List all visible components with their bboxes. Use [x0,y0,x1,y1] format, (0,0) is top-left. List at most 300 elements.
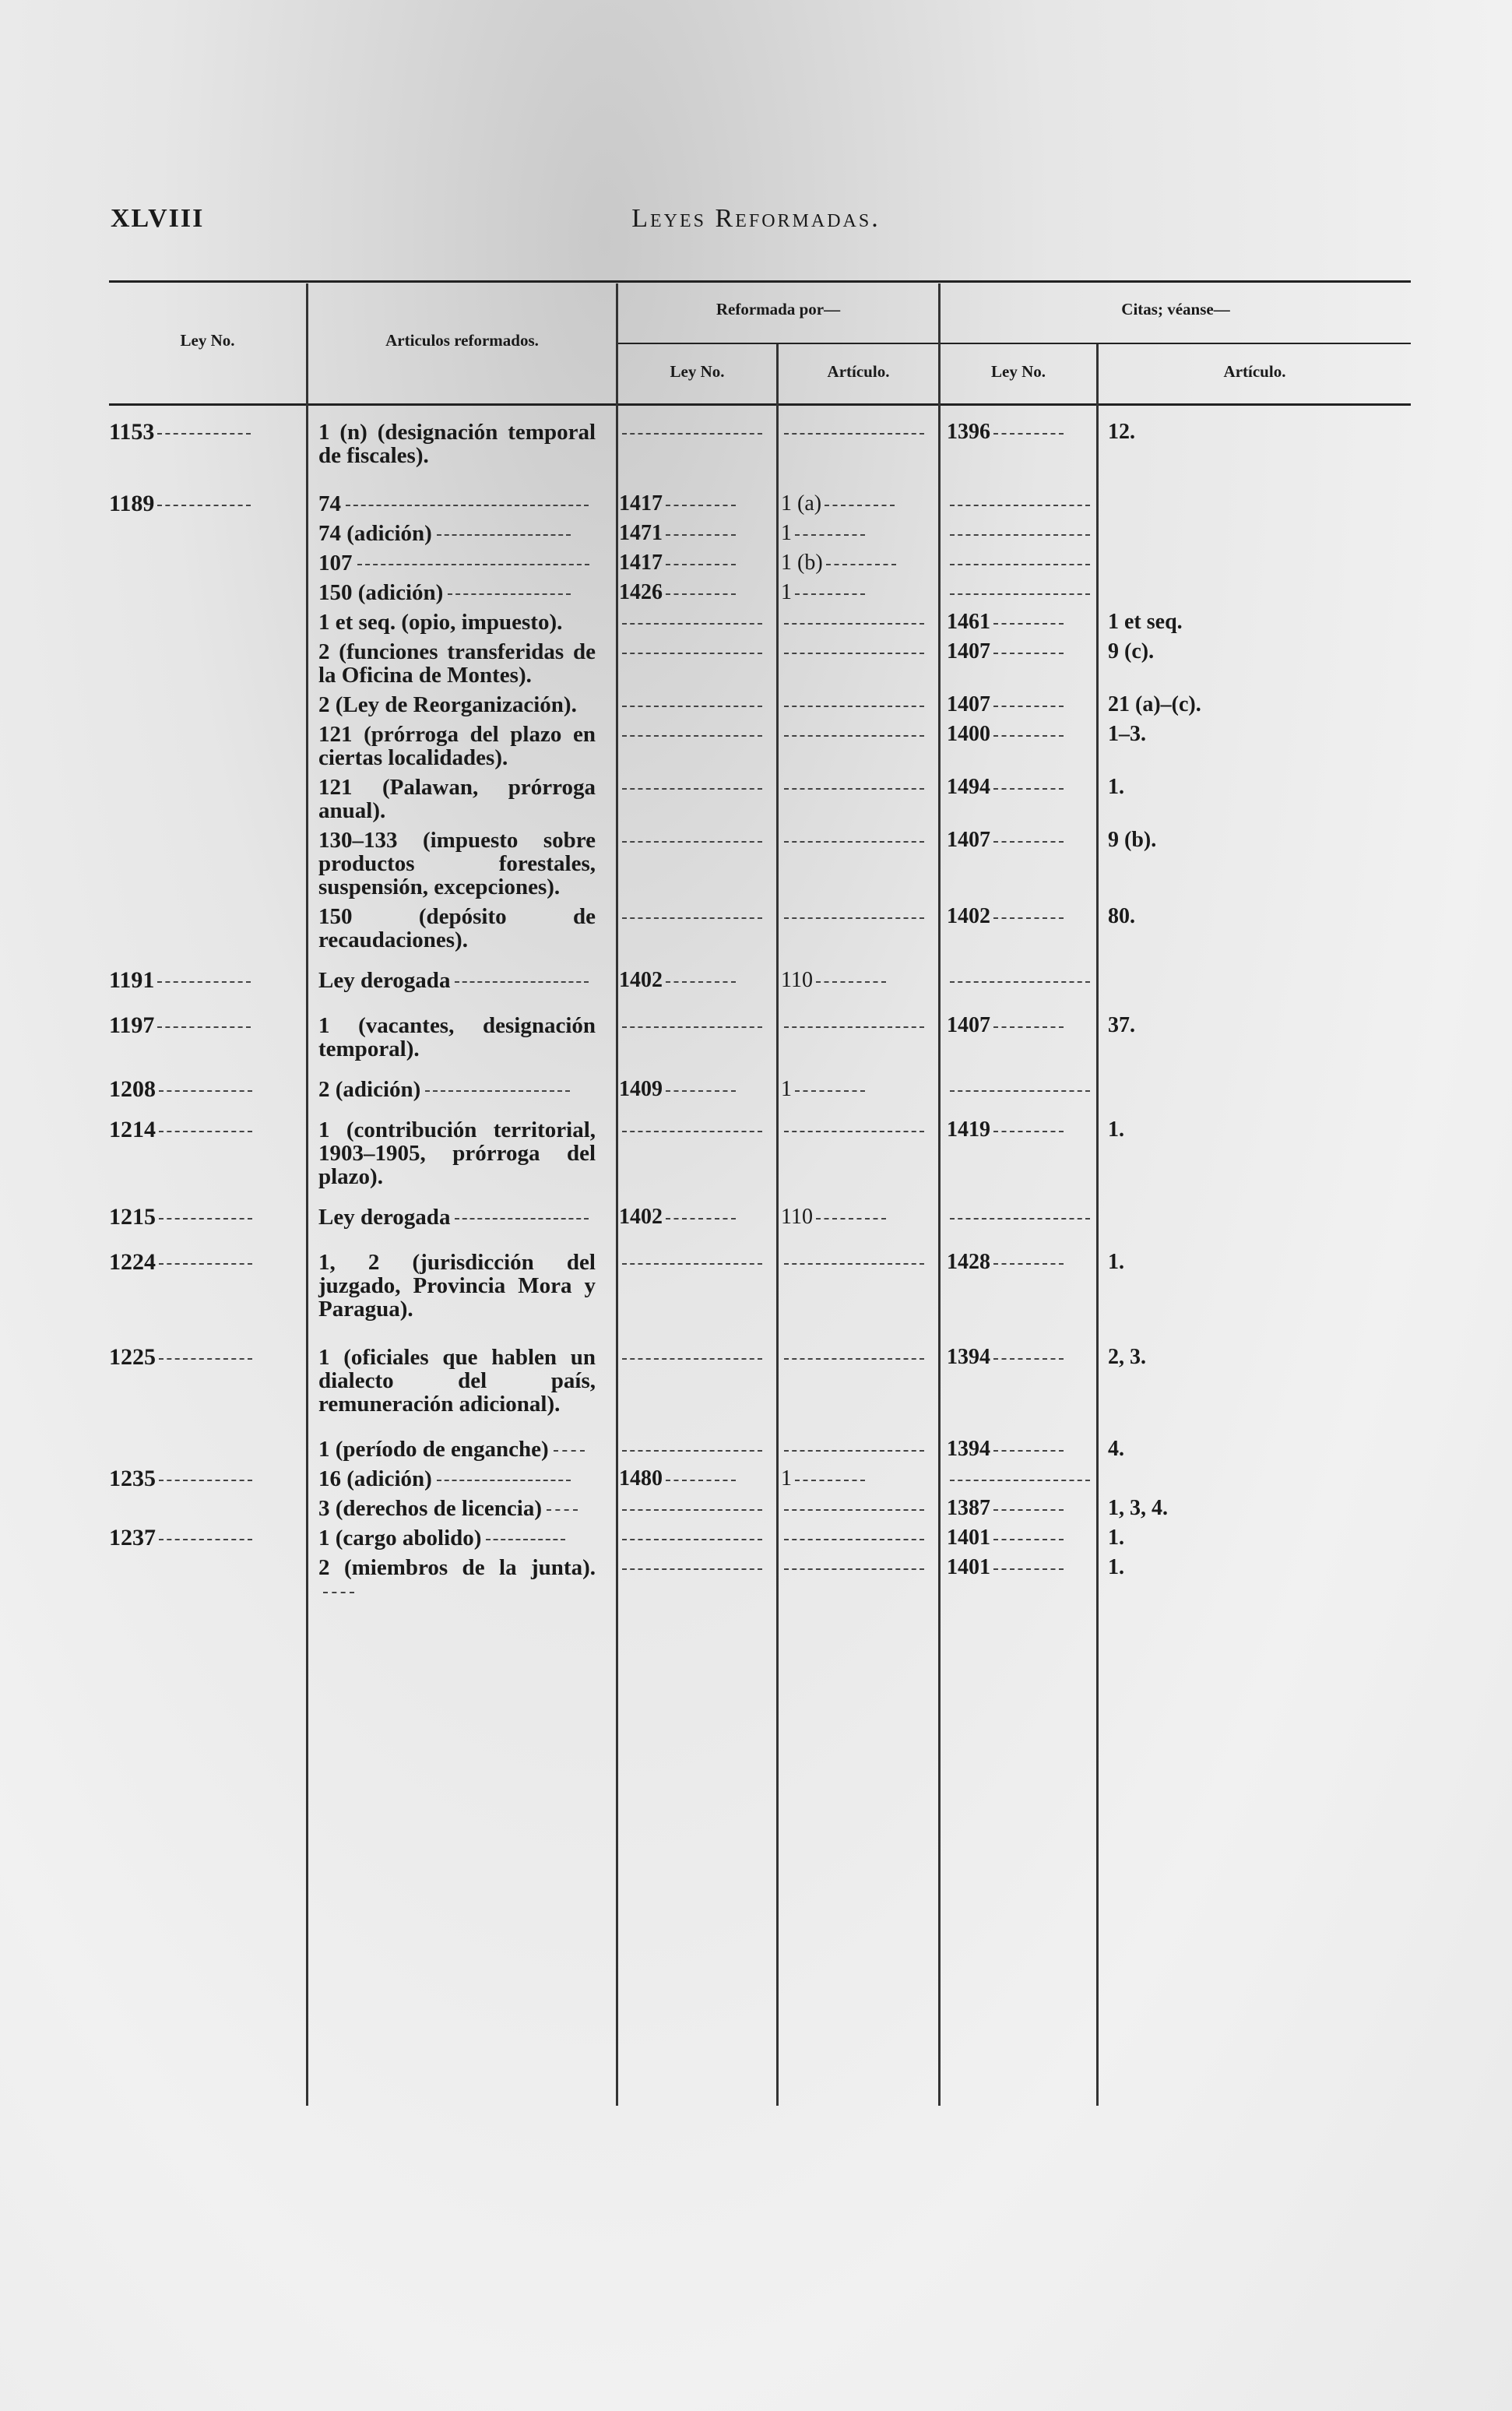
dot-leader [666,1218,736,1220]
reform-article-cell [772,1438,933,1461]
table-row [109,611,1411,634]
reform-law-cell [610,1346,772,1369]
table-row [109,1206,1411,1229]
citation-law-cell [933,1497,1094,1520]
article-cell [306,611,610,634]
ley-number-cell [109,1526,306,1550]
reform-law-cell [610,611,772,634]
reform-law-cell-text: 1417 [619,491,663,516]
reform-law-cell-text: 1409 [619,1077,663,1101]
citation-law-cell-text: 1387 [947,1496,990,1520]
reform-law-cell [610,905,772,928]
header-bottom-rule [109,403,1411,406]
dot-leader [622,735,762,737]
reform-law-cell [610,1206,772,1229]
dot-leader [784,623,924,625]
citation-article-cell-text: 1. [1108,1118,1124,1142]
dot-leader [795,1090,865,1092]
citation-law-cell [933,776,1094,799]
reform-article-cell [772,1497,933,1520]
reform-article-cell [772,581,933,604]
dot-leader [622,1263,762,1265]
dot-leader [159,1131,252,1132]
article-cell [306,1014,610,1061]
citation-article-cell-text: 9 (b). [1108,828,1157,852]
article-cell-text: 107 [318,551,353,575]
reform-article-cell-text: 1 [781,521,792,545]
table-row [109,1251,1411,1321]
reform-article-cell [772,776,933,799]
citation-article-cell [1094,551,1405,575]
ley-number-cell [109,1251,306,1274]
dot-leader [666,505,736,506]
reform-article-cell [772,640,933,663]
article-cell-text: 150 (adición) [318,580,444,605]
reform-article-cell-text: 110 [781,968,813,992]
reform-article-cell [772,611,933,634]
dot-leader [993,1509,1064,1511]
dot-leader [323,1592,354,1593]
article-cell-text: 74 [318,491,341,516]
dot-leader [622,653,762,654]
dot-leader [795,593,865,595]
ley-number-cell-text: 1224 [109,1249,156,1275]
table-row [109,1556,1411,1603]
reform-law-cell [610,581,772,604]
dot-leader [159,1090,252,1092]
dot-leader [547,1509,578,1511]
table-row [109,1346,1411,1416]
table-row [109,1526,1411,1550]
dot-leader [159,1263,252,1265]
dot-leader [993,1539,1064,1540]
col-header-articulos: Articulos reformados. [385,331,539,350]
table-row [109,1467,1411,1491]
dot-leader [437,1480,571,1481]
ley-number-cell-text: 1235 [109,1466,156,1491]
article-cell-text: 2 (funciones transferidas de la Oficina de Montes). [318,639,596,688]
ley-number-cell-text: 1191 [109,967,155,993]
article-cell [306,905,610,952]
article-cell [306,1497,610,1520]
citation-article-cell [1094,640,1405,663]
reform-law-cell-text: 1417 [619,551,663,575]
article-cell-text: 121 (prórroga del plazo en ciertas localidades). [318,722,596,770]
dot-leader [950,593,1090,595]
citation-law-cell-text: 1394 [947,1437,990,1461]
citation-article-cell [1094,1556,1405,1579]
reform-article-cell [772,1078,933,1101]
citation-law-cell [933,551,1094,575]
citation-law-cell [933,581,1094,604]
reform-article-cell [772,1526,933,1550]
citation-law-cell-text: 1401 [947,1555,990,1579]
citation-article-cell [1094,723,1405,746]
citation-article-cell-text: 1. [1108,1555,1124,1579]
reform-article-cell [772,1467,933,1491]
dot-leader [784,1131,924,1132]
article-cell-text: 1 (n) (designación temporal de fiscales). [318,420,596,468]
citation-article-cell-text: 1. [1108,775,1124,799]
ley-number-cell [109,829,306,852]
dot-leader [784,735,924,737]
citation-article-cell [1094,421,1405,444]
article-cell [306,1346,610,1416]
dot-leader [950,1480,1090,1481]
dot-leader [437,534,571,536]
citation-article-cell [1094,1118,1405,1142]
reform-article-cell [772,1206,933,1229]
ley-number-cell [109,1206,306,1229]
citation-article-cell [1094,1251,1405,1274]
dot-leader [486,1539,565,1540]
reform-article-cell-text: 1 (a) [781,491,822,516]
dot-leader [622,1131,762,1132]
citation-article-cell-text: 1. [1108,1250,1124,1274]
dot-leader [159,1218,252,1220]
ley-number-cell [109,723,306,746]
col-header-ref-articulo: Artículo. [827,362,890,381]
table-row [109,421,1411,467]
dot-leader [993,735,1064,737]
reform-law-cell-text: 1402 [619,1205,663,1229]
dot-leader [784,1358,924,1360]
article-cell [306,1206,610,1229]
dot-leader [455,981,589,983]
dot-leader [622,917,762,919]
citation-article-cell-text: 4. [1108,1437,1124,1461]
article-cell-text: 2 (miembros de la junta). [318,1555,596,1580]
table-row [109,1497,1411,1520]
citation-article-cell [1094,1206,1405,1229]
dot-leader [993,841,1064,843]
article-cell [306,723,610,769]
dot-leader [950,981,1090,983]
citation-article-cell-text: 9 (c). [1108,639,1155,663]
citation-article-cell [1094,611,1405,634]
table-row [109,776,1411,822]
citation-article-cell [1094,1526,1405,1550]
citation-law-cell [933,522,1094,545]
ley-number-cell [109,611,306,634]
citation-article-cell [1094,522,1405,545]
dot-leader [554,1450,585,1452]
dot-leader [993,1026,1064,1028]
citation-article-cell-text: 1 et seq. [1108,610,1183,634]
article-cell-text: Ley derogada [318,968,451,993]
citation-law-cell [933,1206,1094,1229]
dot-leader [622,841,762,843]
table-row [109,522,1411,545]
table-row [109,1118,1411,1188]
reform-law-cell [610,1251,772,1274]
article-cell-text: 2 (adición) [318,1077,421,1102]
citation-law-cell [933,1346,1094,1369]
dot-leader [622,706,762,707]
citation-law-cell [933,1438,1094,1461]
dot-leader [784,841,924,843]
dot-leader [425,1090,570,1092]
article-cell-text: 16 (adición) [318,1466,432,1491]
article-cell [306,776,610,822]
page-number: XLVIII [111,204,205,233]
article-cell [306,1438,610,1461]
dot-leader [993,623,1064,625]
dot-leader [455,1218,589,1220]
dot-leader [784,788,924,790]
dot-leader [622,1509,762,1511]
dot-leader [622,1450,762,1452]
article-cell-text: 1 (oficiales que hablen un dialecto del país, remuneración adicional). [318,1345,596,1417]
table-row [109,1014,1411,1061]
citation-article-cell [1094,905,1405,928]
dot-leader [950,1218,1090,1220]
reform-article-cell [772,905,933,928]
citation-article-cell-text: 21 (a)–(c). [1108,692,1201,716]
dot-leader [950,534,1090,536]
col-header-ley-no: Ley No. [180,331,235,350]
article-cell-text: 1 (período de enganche) [318,1437,549,1462]
citation-law-cell [933,723,1094,746]
dot-leader [816,1218,886,1220]
citation-law-cell [933,829,1094,852]
reform-law-cell [610,551,772,575]
ley-number-cell [109,1014,306,1037]
reform-law-cell [610,1014,772,1037]
article-cell [306,829,610,899]
citation-article-cell [1094,1346,1405,1369]
citation-law-cell-text: 1428 [947,1250,990,1274]
table-row [109,581,1411,604]
article-cell-text: 1 (contribución territorial, 1903–1905, prórroga del plazo). [318,1118,596,1189]
table-row [109,551,1411,575]
citation-law-cell-text: 1407 [947,1013,990,1037]
citation-law-cell [933,640,1094,663]
citation-law-cell [933,1251,1094,1274]
citation-article-cell [1094,1497,1405,1520]
reform-article-cell [772,551,933,575]
dot-leader [993,433,1064,435]
citation-law-cell [933,421,1094,444]
reform-article-cell [772,1346,933,1369]
citation-article-cell [1094,1078,1405,1101]
dot-leader [950,564,1090,565]
reform-law-cell [610,492,772,516]
citation-law-cell [933,693,1094,716]
dot-leader [993,788,1064,790]
reform-law-cell-text: 1471 [619,521,663,545]
dot-leader [622,1539,762,1540]
dot-leader [950,505,1090,506]
dot-leader [993,706,1064,707]
reform-article-cell [772,1014,933,1037]
reform-law-cell [610,1078,772,1101]
citation-law-cell [933,969,1094,992]
citation-law-cell-text: 1402 [947,904,990,928]
article-cell [306,1251,610,1321]
dot-leader [993,1568,1064,1570]
dot-leader [816,981,886,983]
citation-law-cell [933,611,1094,634]
dot-leader [993,917,1064,919]
dot-leader [666,1480,736,1481]
article-cell [306,492,610,516]
top-rule [109,280,1411,283]
citation-article-cell-text: 80. [1108,904,1135,928]
article-cell-text: 1 et seq. (opio, impuesto). [318,610,563,635]
ley-number-cell [109,1497,306,1520]
dot-leader [784,917,924,919]
ley-number-cell-text: 1153 [109,419,155,445]
reform-law-cell [610,693,772,716]
dot-leader [784,706,924,707]
reform-law-cell [610,1556,772,1579]
article-cell [306,1526,610,1550]
dot-leader [357,564,589,565]
citation-law-cell-text: 1407 [947,828,990,852]
dot-leader [784,1568,924,1570]
dot-leader [784,433,924,435]
citation-law-cell [933,1556,1094,1579]
table-row [109,723,1411,769]
citation-article-cell-text: 2, 3. [1108,1345,1146,1369]
dot-leader [826,564,896,565]
article-cell [306,522,610,545]
dot-leader [784,1263,924,1265]
dot-leader [666,981,736,983]
article-cell [306,1556,610,1603]
reform-law-cell [610,522,772,545]
ley-number-cell [109,1556,306,1579]
reform-law-cell-text: 1480 [619,1466,663,1491]
dot-leader [784,1539,924,1540]
reform-law-cell [610,723,772,746]
ley-number-cell [109,492,306,516]
reform-article-cell-text: 1 [781,1466,792,1491]
table-row [109,905,1411,952]
ley-number-cell-text: 1197 [109,1012,155,1038]
col-header-citas: Citas; véanse— [1121,300,1230,319]
reform-article-cell-text: 1 (b) [781,551,823,575]
citation-article-cell-text: 1, 3, 4. [1108,1496,1168,1520]
dot-leader [622,1358,762,1360]
dot-leader [784,1450,924,1452]
citation-article-cell [1094,693,1405,716]
dot-leader [157,433,251,435]
dot-leader [622,788,762,790]
ley-number-cell [109,421,306,444]
ley-number-cell-text: 1208 [109,1076,156,1102]
ley-number-cell [109,1346,306,1369]
reform-article-cell [772,1556,933,1579]
reform-article-cell-text: 1 [781,580,792,604]
article-cell [306,640,610,687]
dot-leader [825,505,895,506]
article-cell-text: 121 (Palawan, prórroga anual). [318,775,596,823]
article-cell-text: 1 (vacantes, designación temporal). [318,1013,596,1061]
ley-number-cell [109,1078,306,1101]
reform-law-cell-text: 1402 [619,968,663,992]
article-cell-text: 1 (cargo abolido) [318,1526,482,1550]
article-cell-text: 2 (Ley de Reorganización). [318,692,577,717]
dot-leader [666,593,736,595]
table-row [109,969,1411,992]
citation-law-cell-text: 1407 [947,692,990,716]
dot-leader [993,1131,1064,1132]
reform-law-cell [610,421,772,444]
dot-leader [157,981,251,983]
citation-law-cell [933,492,1094,516]
citation-article-cell-text: 37. [1108,1013,1135,1037]
reform-law-cell [610,1497,772,1520]
article-cell [306,1078,610,1101]
reform-law-cell [610,829,772,852]
citation-article-cell [1094,776,1405,799]
dot-leader [346,505,589,506]
ley-number-cell [109,1438,306,1461]
col-header-reformada-por: Reformada por— [716,300,841,319]
reform-law-cell-text: 1426 [619,580,663,604]
citation-article-cell-text: 1–3. [1108,722,1146,746]
ley-number-cell [109,640,306,663]
dot-leader [622,623,762,625]
reform-law-cell [610,1526,772,1550]
citation-law-cell [933,1078,1094,1101]
citation-law-cell-text: 1394 [947,1345,990,1369]
reform-article-cell [772,829,933,852]
ley-number-cell [109,1118,306,1142]
dot-leader [157,1026,251,1028]
table-row [109,693,1411,716]
ley-number-cell [109,1467,306,1491]
laws-table [109,421,1411,1603]
ley-number-cell [109,551,306,575]
col-header-cit-articulo: Artículo. [1223,362,1286,381]
reform-law-cell [610,640,772,663]
citation-article-cell-text: 1. [1108,1526,1124,1550]
reform-article-cell [772,1251,933,1274]
reform-article-cell [772,522,933,545]
dot-leader [784,653,924,654]
citation-article-cell-text: 12. [1108,420,1135,444]
table-row [109,1438,1411,1461]
citation-article-cell [1094,829,1405,852]
citation-law-cell [933,1014,1094,1037]
reform-law-cell [610,1467,772,1491]
dot-leader [159,1358,252,1360]
citation-article-cell [1094,492,1405,516]
citation-law-cell-text: 1494 [947,775,990,799]
dot-leader [159,1539,252,1540]
dot-leader [448,593,571,595]
dot-leader [622,1026,762,1028]
citation-law-cell [933,1118,1094,1142]
dot-leader [666,534,736,536]
dot-leader [157,505,251,506]
ley-number-cell [109,581,306,604]
ley-number-cell [109,522,306,545]
dot-leader [622,1568,762,1570]
citation-law-cell-text: 1407 [947,639,990,663]
article-cell-text: 130–133 (impuesto sobre productos forestales, suspensión, excepciones). [318,828,596,899]
reform-article-cell-text: 110 [781,1205,813,1229]
article-cell-text: 3 (derechos de licencia) [318,1496,542,1521]
reform-article-cell [772,693,933,716]
dot-leader [993,1263,1064,1265]
ley-number-cell [109,969,306,992]
citation-law-cell [933,905,1094,928]
article-cell [306,581,610,604]
